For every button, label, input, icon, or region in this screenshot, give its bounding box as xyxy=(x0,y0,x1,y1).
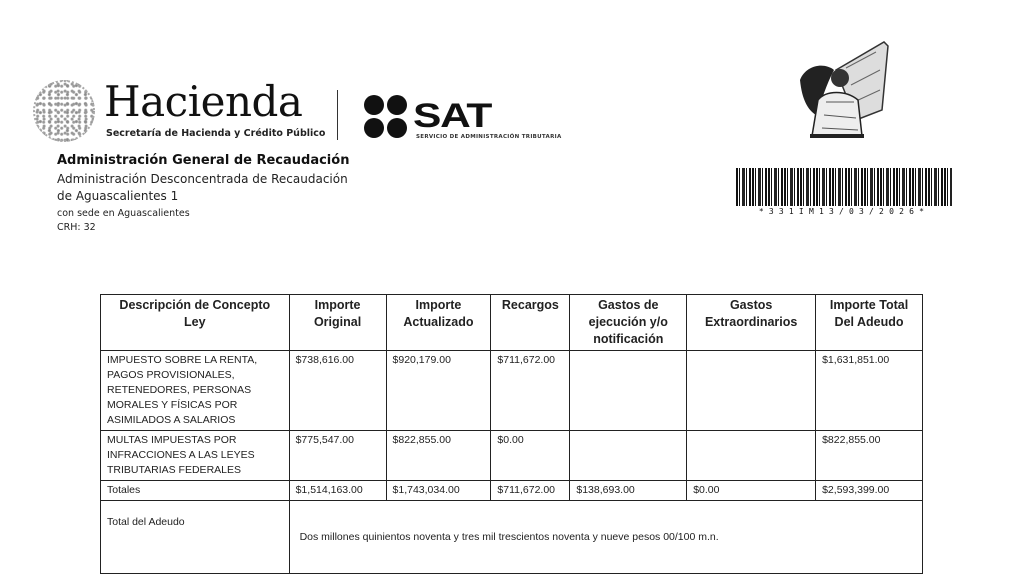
hacienda-logo-subtitle: Secretaría de Hacienda y Crédito Público xyxy=(106,128,326,139)
cell-recargos: $0.00 xyxy=(491,431,570,481)
total-adeudo-row xyxy=(101,501,923,574)
office-general-admin: Administración General de Recaudación xyxy=(57,153,350,168)
hacienda-logo-title: Hacienda xyxy=(104,77,303,126)
total-adeudo-label: Total del Adeudo xyxy=(101,501,290,574)
cell-importe-total: $1,631,851.00 xyxy=(816,351,923,431)
sat-logo-title: SAT xyxy=(413,97,492,135)
cell-importe-actualizado: $920,179.00 xyxy=(386,351,491,431)
logo-divider xyxy=(337,90,338,140)
col-header-importe-actualizado: Importe Actualizado xyxy=(386,295,491,351)
table-header-row xyxy=(101,295,923,351)
totals-row xyxy=(101,481,923,501)
total-gastos-extraordinarios: $0.00 xyxy=(687,481,816,501)
cell-recargos: $711,672.00 xyxy=(491,351,570,431)
office-deconcentrated-admin: Administración Desconcentrada de Recaudación xyxy=(57,172,348,186)
total-importe-original: $1,514,163.00 xyxy=(289,481,386,501)
col-header-importe-total: Importe Total Del Adeudo xyxy=(816,295,923,351)
cell-gastos-ejecucion xyxy=(570,431,687,481)
cell-concepto: MULTAS IMPUESTAS POR INFRACCIONES A LAS LEYES TRIBUTARIAS FEDERALES xyxy=(101,431,290,481)
barcode xyxy=(736,168,952,206)
cell-gastos-extraordinarios xyxy=(687,351,816,431)
hacienda-seal-icon xyxy=(33,80,95,142)
col-header-gastos-extraordinarios: Gastos Extraordinarios xyxy=(687,295,816,351)
total-importe-actualizado: $1,743,034.00 xyxy=(386,481,491,501)
totals-label: Totales xyxy=(101,481,290,501)
col-header-gastos-ejecucion: Gastos de ejecución y/o notificación xyxy=(570,295,687,351)
office-crh: CRH: 32 xyxy=(57,222,96,233)
sat-dots-icon xyxy=(364,95,408,139)
total-adeudo-words: Dos millones quinientos noventa y tres mil trescientos noventa y nueve pesos 00/100 m.n. xyxy=(289,501,922,574)
sat-logo-subtitle: SERVICIO DE ADMINISTRACIÓN TRIBUTARIA xyxy=(416,134,562,140)
table-row xyxy=(101,431,923,481)
cell-importe-total: $822,855.00 xyxy=(816,431,923,481)
cell-gastos-extraordinarios xyxy=(687,431,816,481)
col-header-concepto: Descripción de Concepto Ley xyxy=(101,295,290,351)
col-header-recargos: Recargos xyxy=(491,295,570,351)
cell-importe-actualizado: $822,855.00 xyxy=(386,431,491,481)
office-seat: con sede en Aguascalientes xyxy=(57,208,190,219)
table-row xyxy=(101,351,923,431)
office-location: de Aguascalientes 1 xyxy=(57,189,179,203)
total-gastos-ejecucion: $138,693.00 xyxy=(570,481,687,501)
barcode-text: *331IM13/03/2026* xyxy=(758,207,930,216)
flag-emblem-icon xyxy=(796,40,892,140)
debt-table xyxy=(100,294,923,574)
total-importe-total: $2,593,399.00 xyxy=(816,481,923,501)
cell-importe-original: $775,547.00 xyxy=(289,431,386,481)
total-recargos: $711,672.00 xyxy=(491,481,570,501)
cell-gastos-ejecucion xyxy=(570,351,687,431)
cell-concepto: IMPUESTO SOBRE LA RENTA, PAGOS PROVISIONALES, RETENEDORES, PERSONAS MORALES Y FÍSICAS POR ASIMILADOS A SALARIOS xyxy=(101,351,290,431)
cell-importe-original: $738,616.00 xyxy=(289,351,386,431)
col-header-importe-original: Importe Original xyxy=(289,295,386,351)
